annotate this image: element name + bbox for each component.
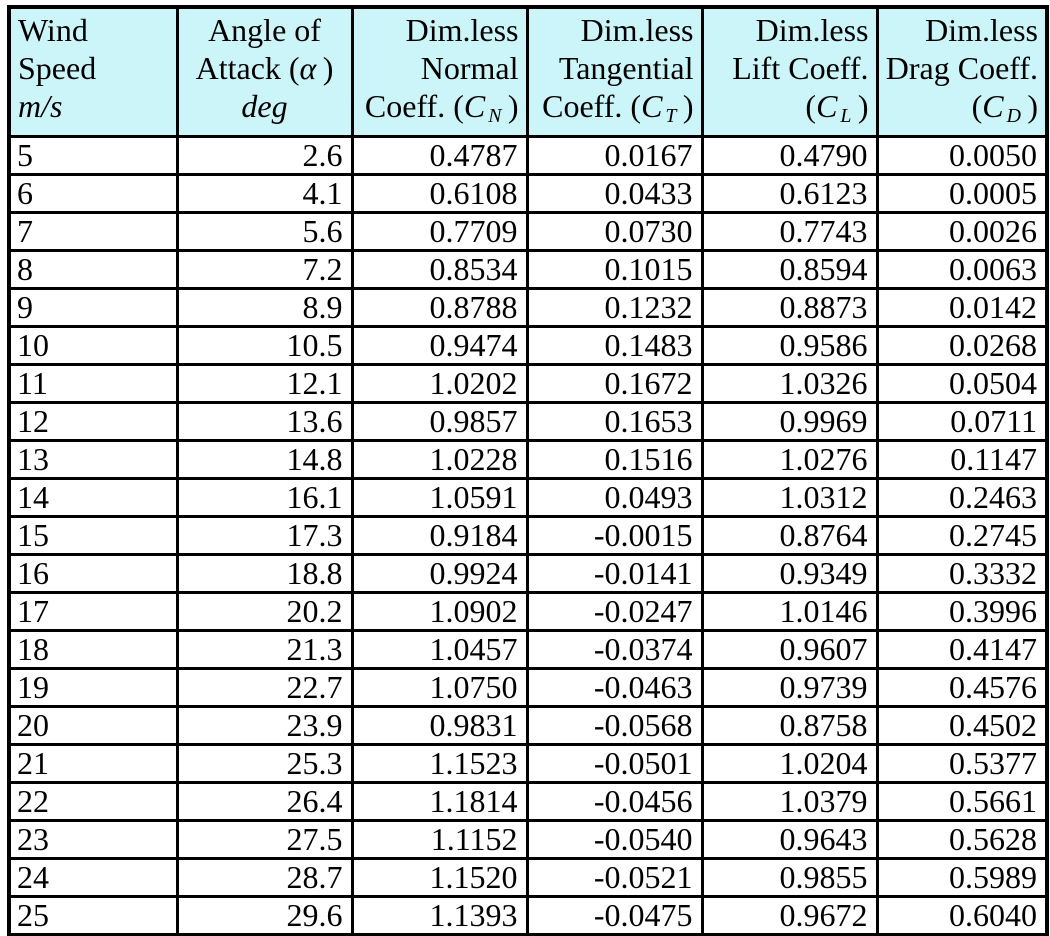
cell-lift_coeff: 1.0326	[702, 364, 877, 402]
column-header-wind_speed	[9, 7, 177, 136]
header-line: Dim.less	[580, 12, 694, 48]
cell-lift_coeff: 1.0276	[702, 440, 877, 478]
cell-drag_coeff: 0.0005	[877, 174, 1047, 212]
cell-drag_coeff: 0.0063	[877, 250, 1047, 288]
cell-wind_speed: 19	[9, 668, 177, 706]
cell-angle_of_attack: 17.3	[177, 516, 352, 554]
cell-drag_coeff: 0.5628	[877, 820, 1047, 858]
cell-normal_coeff: 0.9184	[352, 516, 527, 554]
cell-wind_speed: 9	[9, 288, 177, 326]
cell-angle_of_attack: 29.6	[177, 896, 352, 935]
cell-wind_speed: 11	[9, 364, 177, 402]
column-header-tangential_coeff	[527, 7, 702, 136]
cell-angle_of_attack: 22.7	[177, 668, 352, 706]
cell-angle_of_attack: 23.9	[177, 706, 352, 744]
cell-wind_speed: 22	[9, 782, 177, 820]
cell-wind_speed: 18	[9, 630, 177, 668]
cell-lift_coeff: 0.9607	[702, 630, 877, 668]
cell-drag_coeff: 0.4502	[877, 706, 1047, 744]
column-header-drag_coeff	[877, 7, 1047, 136]
cell-wind_speed: 5	[9, 136, 177, 174]
table-row	[9, 630, 1047, 668]
cell-drag_coeff: 0.0050	[877, 136, 1047, 174]
cell-lift_coeff: 0.9349	[702, 554, 877, 592]
cell-angle_of_attack: 2.6	[177, 136, 352, 174]
cell-drag_coeff: 0.0711	[877, 402, 1047, 440]
cell-tangential_coeff: 0.1516	[527, 440, 702, 478]
table-row	[9, 706, 1047, 744]
cell-lift_coeff: 1.0204	[702, 744, 877, 782]
header-line: Drag Coeff.	[885, 50, 1038, 86]
cell-tangential_coeff: 0.0433	[527, 174, 702, 212]
cell-wind_speed: 10	[9, 326, 177, 364]
cell-normal_coeff: 1.0457	[352, 630, 527, 668]
cell-lift_coeff: 1.0146	[702, 592, 877, 630]
cell-normal_coeff: 1.0591	[352, 478, 527, 516]
cell-angle_of_attack: 16.1	[177, 478, 352, 516]
cell-tangential_coeff: -0.0568	[527, 706, 702, 744]
cell-tangential_coeff: -0.0521	[527, 858, 702, 896]
cell-angle_of_attack: 8.9	[177, 288, 352, 326]
cell-lift_coeff: 0.8764	[702, 516, 877, 554]
cell-drag_coeff: 0.2463	[877, 478, 1047, 516]
cell-drag_coeff: 0.5377	[877, 744, 1047, 782]
cell-angle_of_attack: 20.2	[177, 592, 352, 630]
cell-lift_coeff: 0.8758	[702, 706, 877, 744]
header-line: deg	[241, 88, 288, 124]
cell-angle_of_attack: 28.7	[177, 858, 352, 896]
header-line: Coeff. (C $_T$ )	[542, 88, 694, 127]
cell-normal_coeff: 0.7709	[352, 212, 527, 250]
column-header-normal_coeff	[352, 7, 527, 136]
cell-tangential_coeff: 0.1232	[527, 288, 702, 326]
cell-tangential_coeff: -0.0456	[527, 782, 702, 820]
cell-drag_coeff: 0.3332	[877, 554, 1047, 592]
header-line: Dim.less	[925, 12, 1038, 48]
table-row	[9, 440, 1047, 478]
cell-normal_coeff: 1.0902	[352, 592, 527, 630]
cell-lift_coeff: 1.0379	[702, 782, 877, 820]
cell-lift_coeff: 0.9969	[702, 402, 877, 440]
cell-normal_coeff: 1.1523	[352, 744, 527, 782]
cell-tangential_coeff: -0.0015	[527, 516, 702, 554]
table-body	[9, 136, 1047, 935]
cell-lift_coeff: 1.0312	[702, 478, 877, 516]
cell-angle_of_attack: 13.6	[177, 402, 352, 440]
cell-angle_of_attack: 14.8	[177, 440, 352, 478]
cell-drag_coeff: 0.5661	[877, 782, 1047, 820]
table-row	[9, 250, 1047, 288]
cell-drag_coeff: 0.6040	[877, 896, 1047, 935]
cell-lift_coeff: 0.9586	[702, 326, 877, 364]
table-row	[9, 136, 1047, 174]
cell-lift_coeff: 0.7743	[702, 212, 877, 250]
table-row	[9, 782, 1047, 820]
cell-normal_coeff: 1.0228	[352, 440, 527, 478]
cell-angle_of_attack: 10.5	[177, 326, 352, 364]
cell-drag_coeff: 0.0268	[877, 326, 1047, 364]
cell-normal_coeff: 0.9474	[352, 326, 527, 364]
header-line: Normal	[420, 50, 519, 86]
table-row	[9, 820, 1047, 858]
cell-lift_coeff: 0.9672	[702, 896, 877, 935]
header-line: Angle of	[208, 12, 321, 48]
cell-normal_coeff: 0.9924	[352, 554, 527, 592]
cell-normal_coeff: 1.1152	[352, 820, 527, 858]
cell-wind_speed: 16	[9, 554, 177, 592]
cell-drag_coeff: 0.5989	[877, 858, 1047, 896]
cell-angle_of_attack: 27.5	[177, 820, 352, 858]
table-header	[9, 7, 1047, 136]
table-row	[9, 288, 1047, 326]
cell-drag_coeff: 0.2745	[877, 516, 1047, 554]
table-row	[9, 364, 1047, 402]
cell-wind_speed: 14	[9, 478, 177, 516]
cell-wind_speed: 23	[9, 820, 177, 858]
table-row	[9, 744, 1047, 782]
cell-angle_of_attack: 4.1	[177, 174, 352, 212]
header-line: m/s	[18, 88, 63, 124]
header-line: (C $_L$ )	[805, 88, 869, 127]
cell-tangential_coeff: 0.0167	[527, 136, 702, 174]
cell-lift_coeff: 0.8873	[702, 288, 877, 326]
table-row	[9, 554, 1047, 592]
cell-wind_speed: 24	[9, 858, 177, 896]
header-row	[9, 7, 1047, 136]
table-row	[9, 858, 1047, 896]
cell-tangential_coeff: 0.0730	[527, 212, 702, 250]
cell-lift_coeff: 0.4790	[702, 136, 877, 174]
cell-normal_coeff: 0.9857	[352, 402, 527, 440]
cell-normal_coeff: 1.1393	[352, 896, 527, 935]
cell-wind_speed: 7	[9, 212, 177, 250]
table-row	[9, 212, 1047, 250]
header-line: Wind	[18, 12, 88, 48]
cell-drag_coeff: 0.0026	[877, 212, 1047, 250]
header-line: Dim.less	[405, 12, 519, 48]
cell-wind_speed: 17	[9, 592, 177, 630]
cell-tangential_coeff: -0.0501	[527, 744, 702, 782]
cell-normal_coeff: 1.1814	[352, 782, 527, 820]
cell-tangential_coeff: -0.0374	[527, 630, 702, 668]
cell-angle_of_attack: 12.1	[177, 364, 352, 402]
cell-angle_of_attack: 21.3	[177, 630, 352, 668]
cell-normal_coeff: 0.8534	[352, 250, 527, 288]
cell-tangential_coeff: -0.0463	[527, 668, 702, 706]
table-row	[9, 592, 1047, 630]
cell-wind_speed: 20	[9, 706, 177, 744]
cell-lift_coeff: 0.8594	[702, 250, 877, 288]
cell-lift_coeff: 0.9739	[702, 668, 877, 706]
cell-angle_of_attack: 18.8	[177, 554, 352, 592]
cell-tangential_coeff: 0.0493	[527, 478, 702, 516]
header-line: Dim.less	[755, 12, 869, 48]
cell-lift_coeff: 0.6123	[702, 174, 877, 212]
cell-drag_coeff: 0.4576	[877, 668, 1047, 706]
cell-angle_of_attack: 26.4	[177, 782, 352, 820]
cell-drag_coeff: 0.0504	[877, 364, 1047, 402]
cell-drag_coeff: 0.4147	[877, 630, 1047, 668]
cell-wind_speed: 15	[9, 516, 177, 554]
cell-wind_speed: 6	[9, 174, 177, 212]
table-row	[9, 478, 1047, 516]
cell-tangential_coeff: 0.1672	[527, 364, 702, 402]
cell-wind_speed: 25	[9, 896, 177, 935]
cell-wind_speed: 8	[9, 250, 177, 288]
cell-tangential_coeff: -0.0540	[527, 820, 702, 858]
table-row	[9, 174, 1047, 212]
cell-tangential_coeff: -0.0475	[527, 896, 702, 935]
table-row	[9, 402, 1047, 440]
cell-normal_coeff: 0.8788	[352, 288, 527, 326]
cell-lift_coeff: 0.9643	[702, 820, 877, 858]
header-line: Lift Coeff.	[732, 50, 869, 86]
cell-wind_speed: 12	[9, 402, 177, 440]
cell-normal_coeff: 0.4787	[352, 136, 527, 174]
cell-angle_of_attack: 7.2	[177, 250, 352, 288]
cell-drag_coeff: 0.0142	[877, 288, 1047, 326]
cell-normal_coeff: 1.0750	[352, 668, 527, 706]
cell-tangential_coeff: -0.0247	[527, 592, 702, 630]
header-line: Speed	[18, 50, 97, 86]
cell-tangential_coeff: 0.1483	[527, 326, 702, 364]
cell-normal_coeff: 1.0202	[352, 364, 527, 402]
table-row	[9, 668, 1047, 706]
cell-wind_speed: 13	[9, 440, 177, 478]
table-row	[9, 516, 1047, 554]
header-line: Coeff. (C $_N$ )	[364, 88, 519, 127]
cell-lift_coeff: 0.9855	[702, 858, 877, 896]
cell-drag_coeff: 0.1147	[877, 440, 1047, 478]
coefficients-table	[7, 5, 1049, 936]
cell-normal_coeff: 1.1520	[352, 858, 527, 896]
cell-angle_of_attack: 25.3	[177, 744, 352, 782]
cell-normal_coeff: 0.6108	[352, 174, 527, 212]
table-row	[9, 326, 1047, 364]
cell-tangential_coeff: 0.1653	[527, 402, 702, 440]
header-line: Tangential	[558, 50, 694, 86]
cell-tangential_coeff: -0.0141	[527, 554, 702, 592]
cell-normal_coeff: 0.9831	[352, 706, 527, 744]
cell-angle_of_attack: 5.6	[177, 212, 352, 250]
column-header-lift_coeff	[702, 7, 877, 136]
table-row	[9, 896, 1047, 935]
column-header-angle_of_attack	[177, 7, 352, 136]
cell-tangential_coeff: 0.1015	[527, 250, 702, 288]
cell-wind_speed: 21	[9, 744, 177, 782]
header-line: (C $_D$ )	[971, 88, 1038, 127]
header-line: Attack (α )	[195, 50, 334, 86]
cell-drag_coeff: 0.3996	[877, 592, 1047, 630]
